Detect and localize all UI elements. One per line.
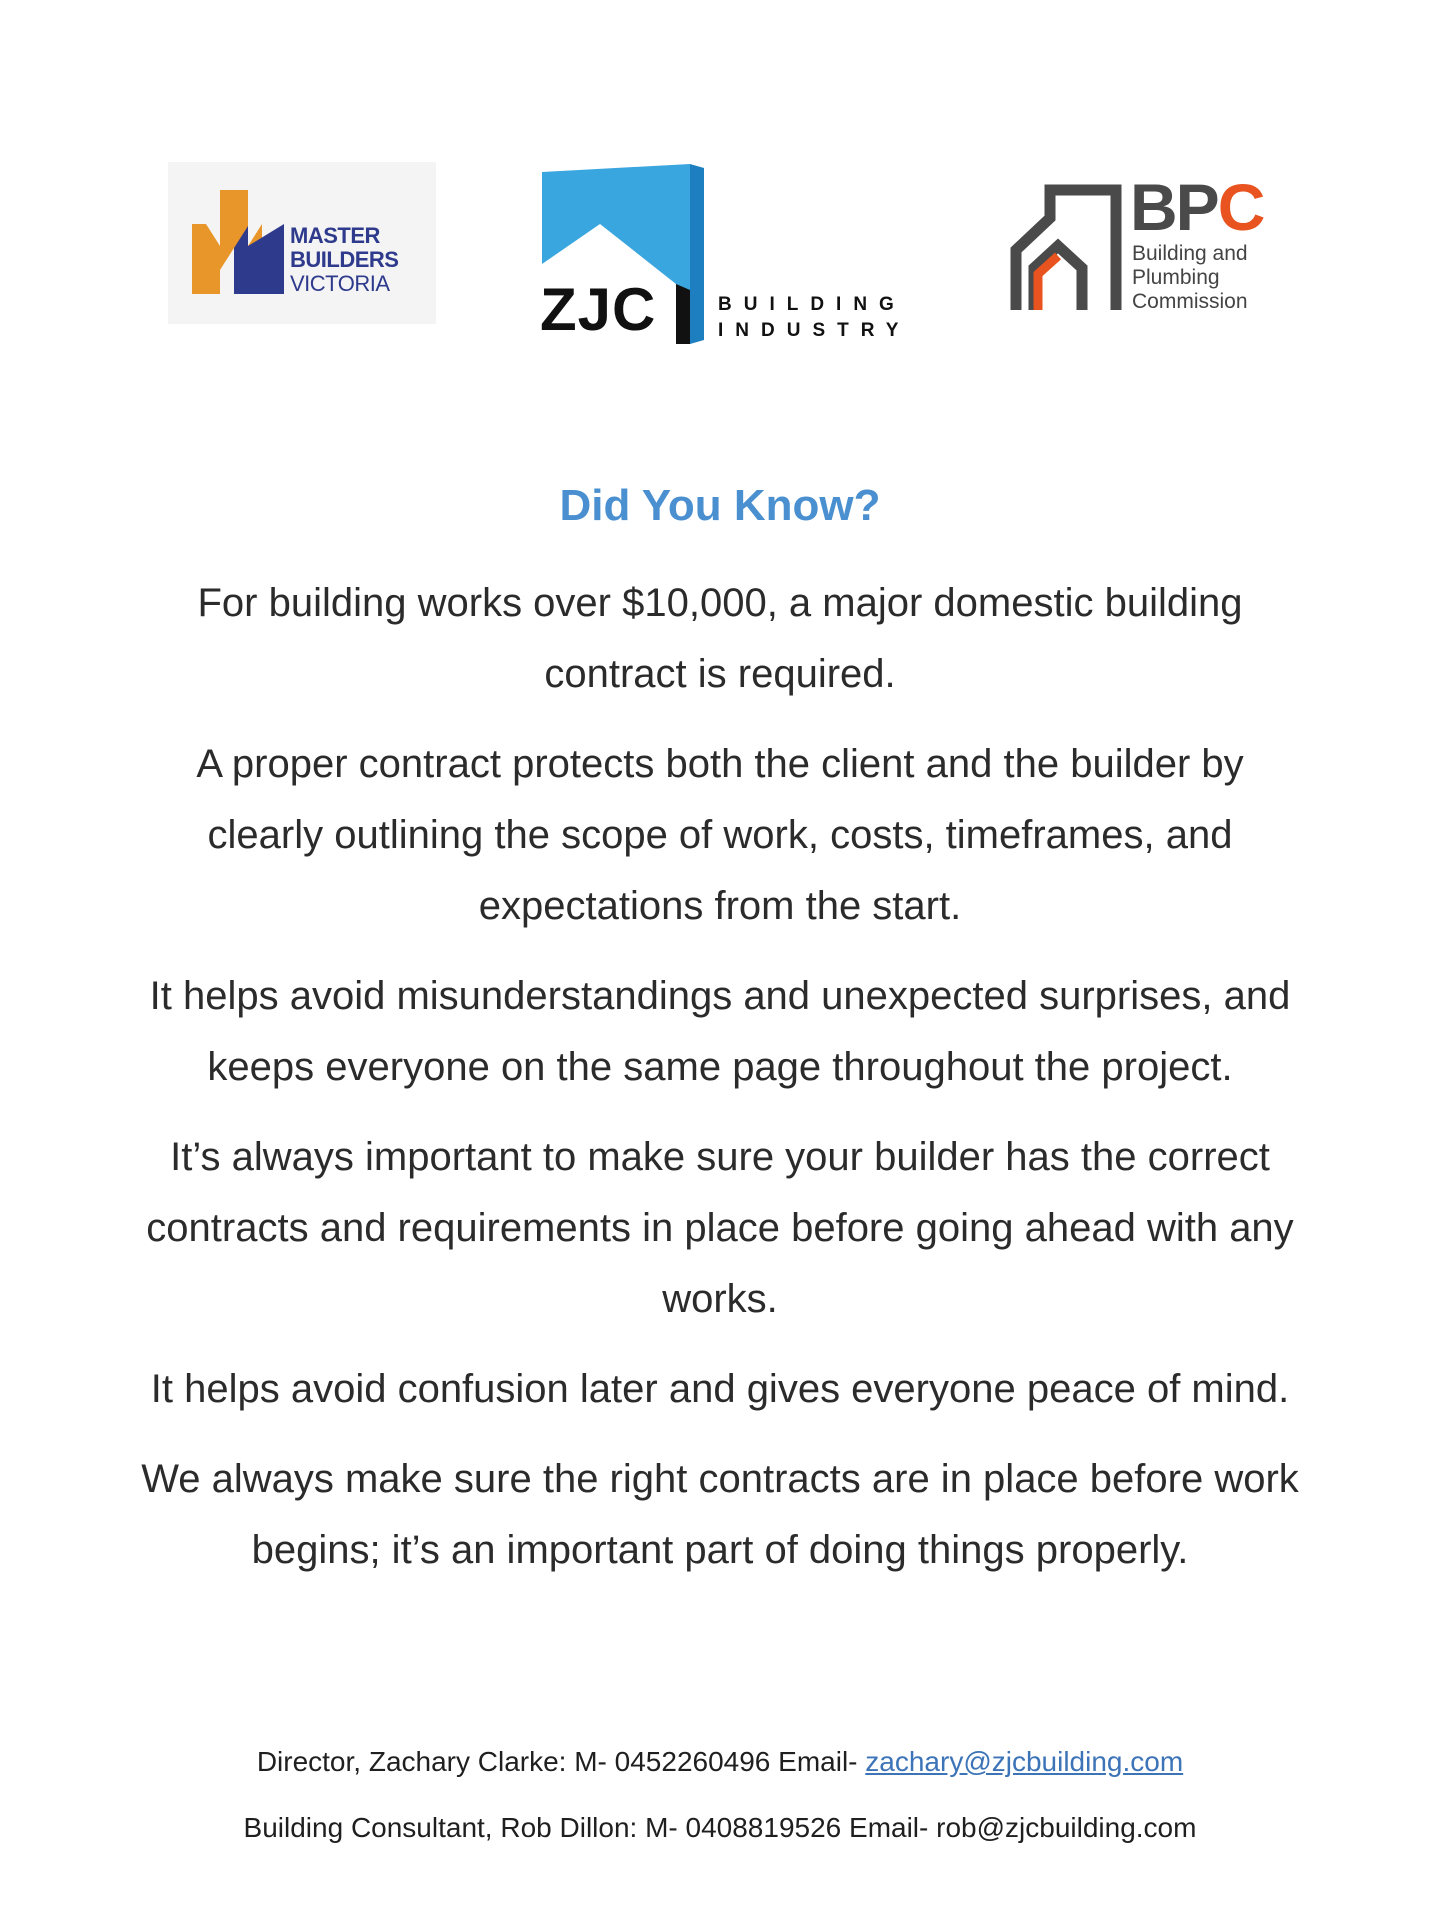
paragraph-avoid-misunderstandings: It helps avoid misunderstandings and unexpected surprises, and keeps everyone on the same page throughout the project. [149, 974, 1291, 1089]
master-builders-mark-icon [192, 190, 284, 294]
paragraph-peace-of-mind: It helps avoid confusion later and gives everyone peace of mind. [150, 1367, 1290, 1411]
zjc-wordmark: ZJC [540, 276, 657, 343]
director-contact [0, 1744, 1440, 1780]
bpc-logo [1010, 170, 1280, 320]
mbv-line2: BUILDERS [290, 247, 399, 272]
zjc-subline2: INDUSTRY [718, 320, 911, 341]
paragraph-we-always: We always make sure the right contracts are in place before work begins; it’s an important part of doing things properly. [141, 1457, 1299, 1572]
zjc-subline1: BUILDING [718, 294, 906, 315]
bpc-line3: Commission [1132, 290, 1248, 313]
bpc-wordmark [1130, 170, 1264, 244]
page-title: Did You Know? [559, 481, 881, 530]
bpc-mark-c: C [1217, 170, 1264, 244]
bpc-mark-bp: BP [1130, 170, 1218, 244]
body-text [140, 568, 1300, 1605]
paragraph-contract-protects: A proper contract protects both the client and the builder by clearly outlining the scope of work, costs, timeframes, and expectations from the start. [196, 742, 1244, 928]
zjc-building-industry-logo [540, 162, 930, 350]
master-builders-victoria-logo [168, 162, 436, 324]
director-contact-text: Director, Zachary Clarke: M- 0452260496 Email- [256, 1746, 866, 1777]
paragraph-builder-contracts: It’s always important to make sure your builder has the correct contracts and requirements in place before going ahead with any works. [146, 1135, 1294, 1321]
mbv-line1: MASTER [290, 223, 380, 248]
consultant-contact: Building Consultant, Rob Dillon: M- 0408819526 Email- rob@zjcbuilding.com [243, 1812, 1197, 1843]
bpc-line2: Plumbing [1132, 266, 1220, 289]
bpc-building-icon [1010, 184, 1122, 312]
director-email-link[interactable]: zachary@zjcbuilding.com [865, 1746, 1184, 1777]
bpc-line1: Building and [1132, 242, 1248, 265]
mbv-line3: VICTORIA [290, 271, 390, 296]
paragraph-contract-threshold: For building works over $10,000, a major domestic building contract is required. [197, 581, 1243, 696]
